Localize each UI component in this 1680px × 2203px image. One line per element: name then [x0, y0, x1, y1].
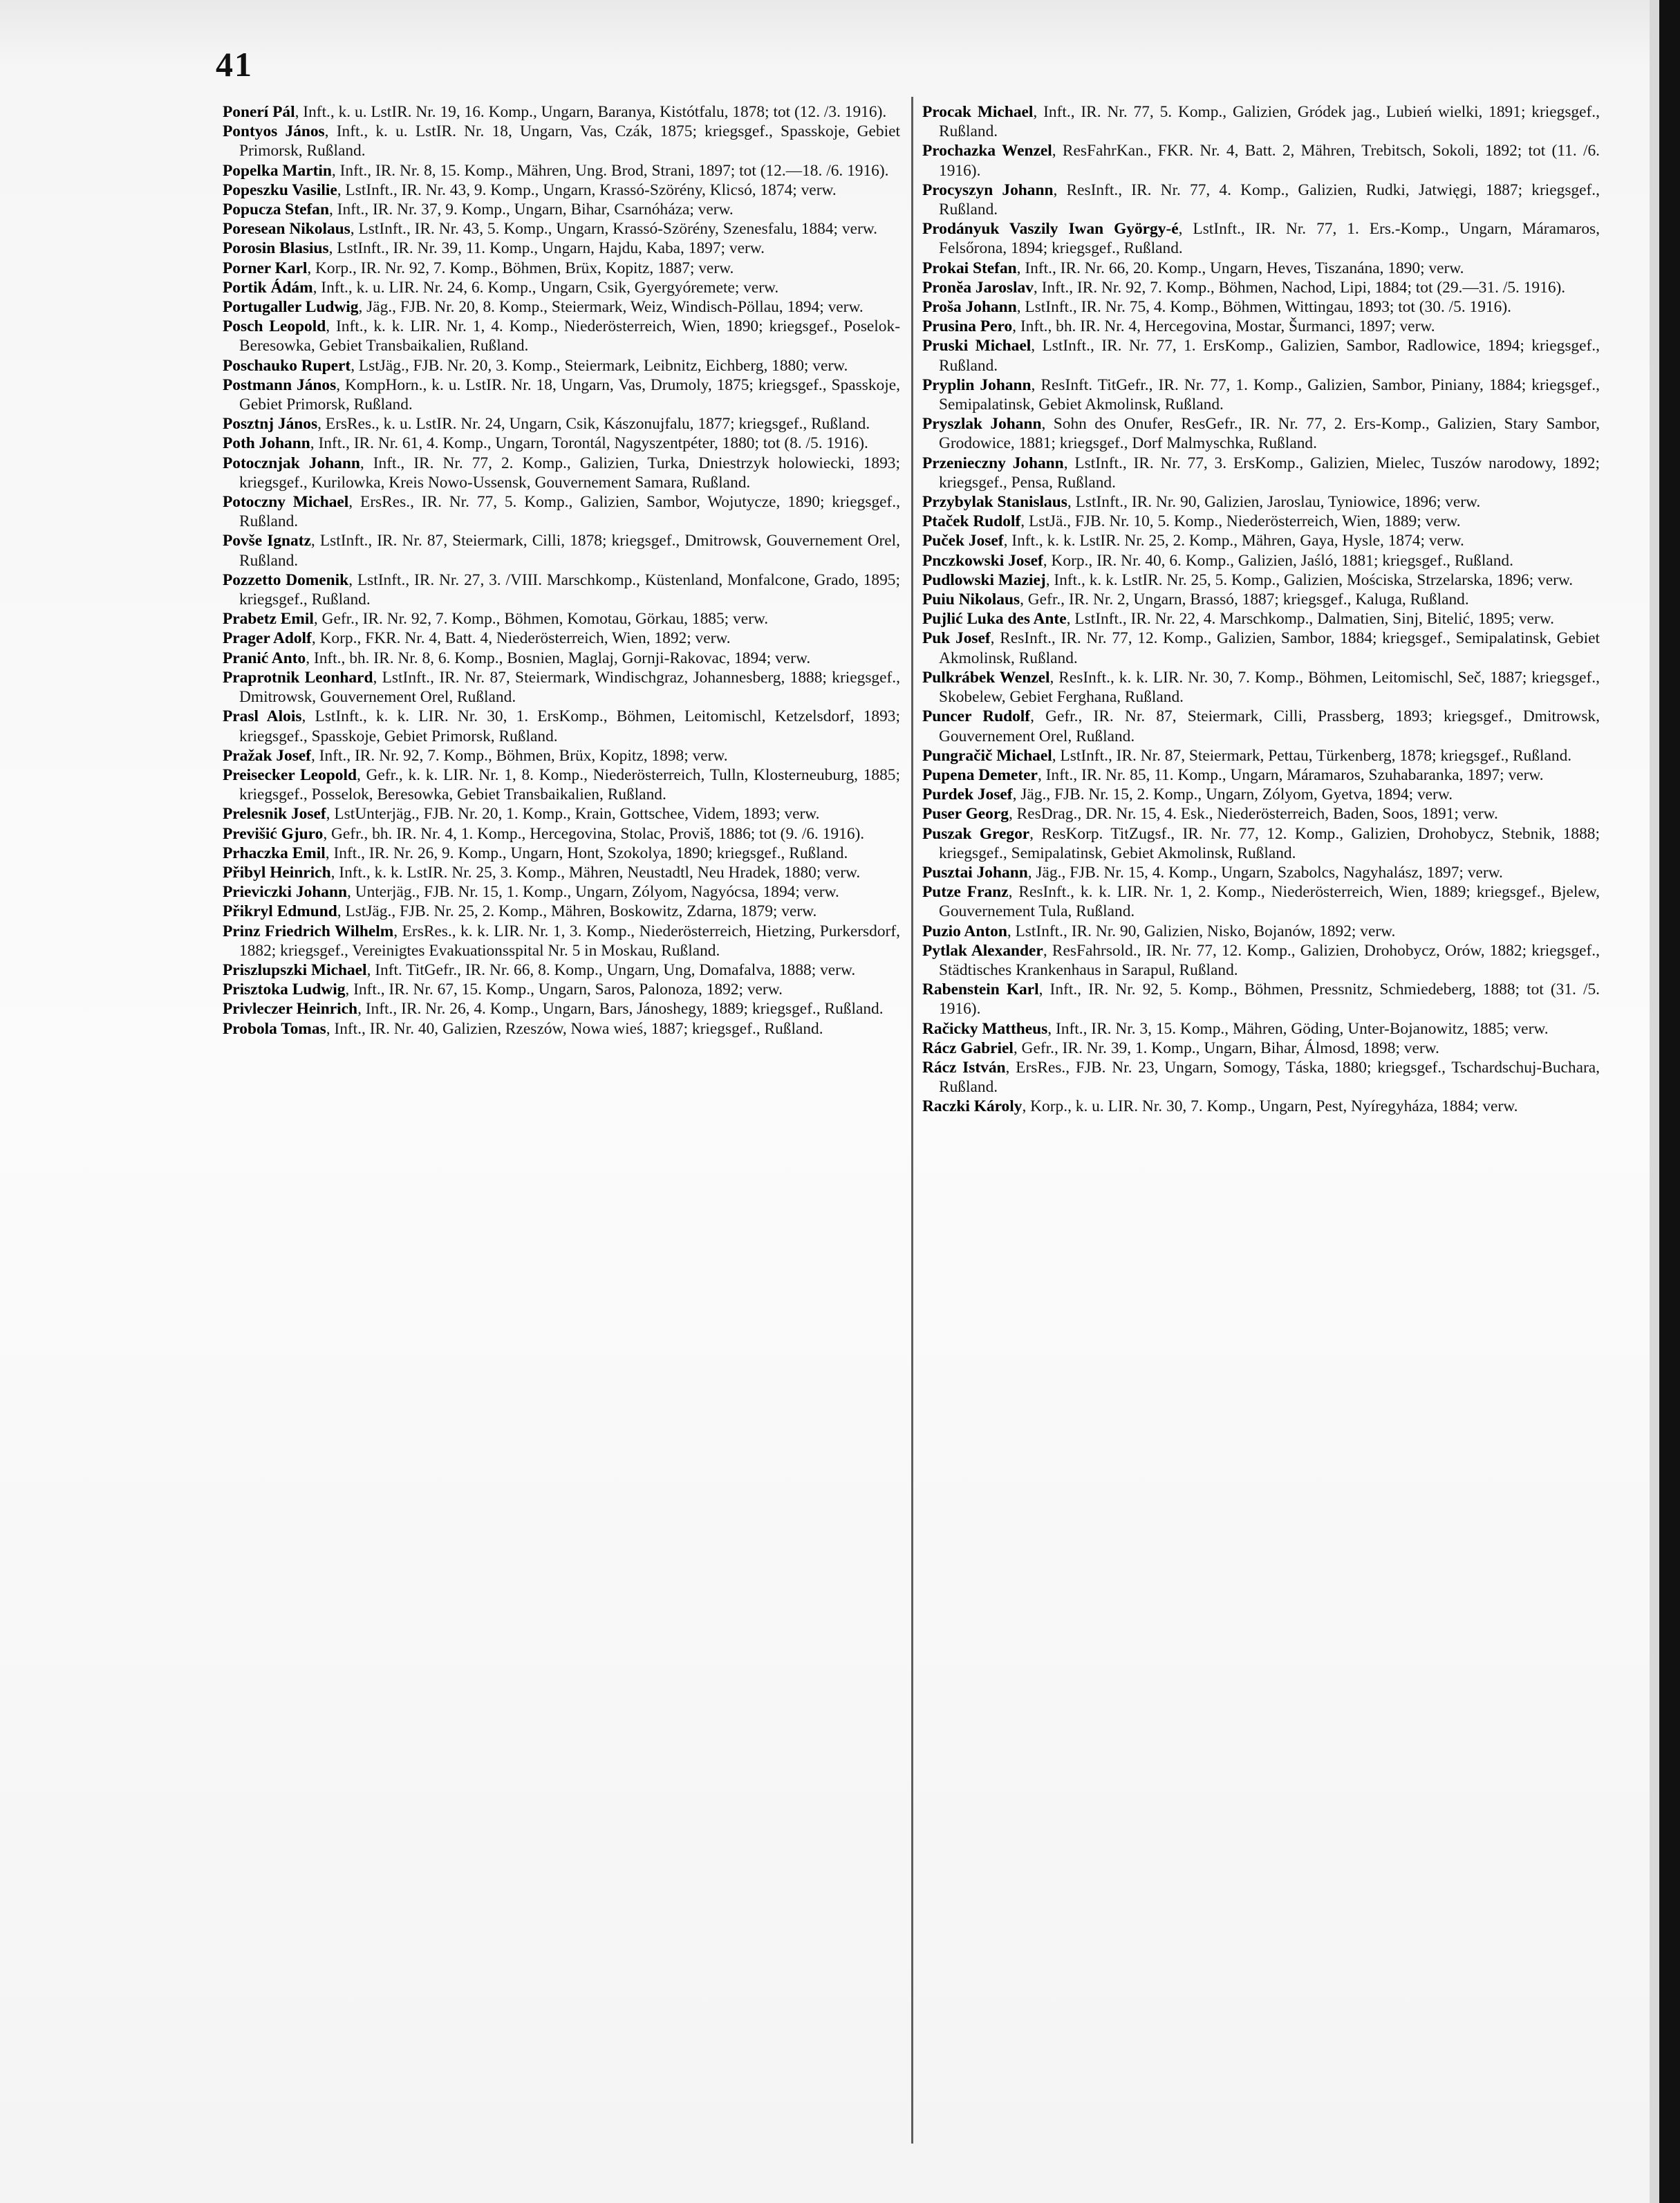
entry-details: , LstInft., IR. Nr. 75, 4. Komp., Böhmen, Wittingau, 1893; tot (30. /5. 1916).	[1016, 298, 1511, 317]
entry-details: , LstInft., IR. Nr. 87, Steiermark, Windischgraz, Johannesberg, 1888; kriegsgef., Dmitrowsk, Gouvernement Orel, Rußland.	[239, 668, 900, 707]
casualty-entry	[223, 102, 900, 122]
casualty-entry	[223, 922, 900, 960]
entry-details: , Gefr., IR. Nr. 87, Steiermark, Cilli, Prassberg, 1893; kriegsgef., Dmitrowsk, Gouvernement Orel, Rußland.	[939, 707, 1600, 745]
entry-details: , Inft., k. u. LstIR. Nr. 18, Ungarn, Vas, Czák, 1875; kriegsgef., Spasskoje, Gebiet Primorsk, Rußland.	[239, 122, 900, 160]
entry-name: Pranić Anto	[223, 649, 306, 667]
casualty-entry	[223, 863, 900, 882]
entry-name: Puncer Rudolf	[922, 707, 1031, 726]
casualty-entry	[922, 746, 1600, 765]
casualty-entry	[223, 824, 900, 844]
casualty-entry	[922, 824, 1600, 863]
entry-details: , LstInft., IR. Nr. 87, Steiermark, Pettau, Türkenberg, 1878; kriegsgef., Rußland.	[1052, 746, 1572, 765]
casualty-entry	[223, 1019, 900, 1039]
entry-details: , ResInft., IR. Nr. 77, 12. Komp., Galizien, Sambor, 1884; kriegsgef., Semipalatinsk, Gebiet Akmolinsk, Rußland.	[939, 629, 1600, 667]
entry-name: Pryplin Johann	[922, 375, 1032, 394]
entry-details: , Inft., IR. Nr. 67, 15. Komp., Ungarn, Saros, Palonoza, 1892; verw.	[345, 980, 783, 999]
entry-details: , ResKorp. TitZugsf., IR. Nr. 77, 12. Komp., Galizien, Drohobycz, Stebnik, 1888; kriegsgef., Semipalatinsk, Gebiet Akmolinsk, Rußland.	[939, 824, 1600, 862]
entry-name: Przybylak Stanislaus	[922, 493, 1067, 512]
casualty-entry	[223, 609, 900, 629]
entry-name: Privleczer Heinrich	[223, 1000, 358, 1019]
entry-name: Puk Josef	[922, 629, 991, 648]
entry-name: Prodányuk Vaszily Iwan György-é	[922, 220, 1179, 239]
left-column	[223, 102, 900, 2149]
casualty-entry	[223, 629, 900, 648]
entry-name: Prelesnik Josef	[223, 805, 326, 824]
entry-details: , Gefr., IR. Nr. 39, 1. Komp., Ungarn, Bihar, Álmosd, 1898; verw.	[1013, 1039, 1439, 1057]
casualty-entry	[922, 707, 1600, 745]
entry-name: Prager Adolf	[223, 629, 312, 648]
entry-details: , KompHorn., k. u. LstIR. Nr. 18, Ungarn, Vas, Drumoly, 1875; kriegsgef., Spasskoje, Gebiet Primorsk, Rußland.	[239, 375, 900, 414]
entry-name: Probola Tomas	[223, 1019, 326, 1038]
entry-details: , LstInft., IR. Nr. 43, 9. Komp., Ungarn, Krassó-Szörény, Klicsó, 1874; verw.	[337, 180, 837, 199]
entry-name: Raczki Károly	[922, 1097, 1023, 1116]
entry-name: Rabenstein Karl	[922, 980, 1039, 999]
entry-details: , LstInft., IR. Nr. 43, 5. Komp., Ungarn, Krassó-Szörény, Szenesfalu, 1884; verw.	[350, 220, 877, 239]
casualty-entry	[922, 668, 1600, 707]
casualty-entry	[922, 1039, 1600, 1058]
entry-name: Prochazka Wenzel	[922, 142, 1052, 160]
entry-name: Prinz Friedrich Wilhelm	[223, 922, 394, 940]
entry-details: , Inft., IR. Nr. 26, 9. Komp., Ungarn, Hont, Szokolya, 1890; kriegsgef., Rußland.	[325, 844, 848, 862]
casualty-entry	[922, 590, 1600, 609]
entry-details: , ResFahrKan., FKR. Nr. 4, Batt. 2, Mähren, Trebitsch, Sokoli, 1892; tot (11. /6. 1916).	[939, 142, 1600, 180]
entry-details: , ErsRes., k. k. LIR. Nr. 1, 3. Komp., Niederösterreich, Hietzing, Purkersdorf, 1882; kriegsgef., Vereinigtes Evakuationsspital Nr. 5 in Moskau, Rußland.	[239, 922, 900, 960]
casualty-entry	[223, 317, 900, 355]
casualty-entry	[922, 882, 1600, 921]
casualty-entry	[223, 668, 900, 707]
casualty-entry	[223, 570, 900, 609]
casualty-entry	[922, 980, 1600, 1019]
entry-name: Pusztai Johann	[922, 863, 1028, 882]
entry-details: , ResInft., k. k. LIR. Nr. 1, 2. Komp., Niederösterreich, Wien, 1889; kriegsgef., Bjelew, Gouvernement Tula, Rußland.	[939, 883, 1600, 921]
entry-name: Pražak Josef	[223, 746, 311, 765]
entry-name: Prieviczki Johann	[223, 883, 347, 902]
casualty-entry	[223, 960, 900, 980]
casualty-entry	[223, 492, 900, 531]
casualty-entry	[922, 336, 1600, 375]
casualty-entry	[922, 102, 1600, 141]
entry-details: , Inft., IR. Nr. 92, 7. Komp., Böhmen, Nachod, Lipi, 1884; tot (29.—31. /5. 1916).	[1033, 278, 1566, 297]
entry-details: , Inft., k. u. LIR. Nr. 24, 6. Komp., Ungarn, Csik, Gyergyóremete; verw.	[312, 278, 779, 297]
entry-name: Prisztoka Ludwig	[223, 980, 346, 999]
entry-name: Portik Ádám	[223, 278, 313, 297]
entry-name: Pudlowski Maziej	[922, 570, 1046, 589]
entry-name: Postmann János	[223, 375, 337, 394]
casualty-entry	[922, 317, 1600, 336]
casualty-entry	[223, 434, 900, 453]
entry-name: Ponerí Pál	[223, 103, 295, 121]
casualty-entry	[922, 512, 1600, 531]
entry-details: , Inft., k. k. LstIR. Nr. 25, 3. Komp., Mähren, Neustadtl, Neu Hradek, 1880; verw.	[330, 863, 861, 882]
binding-shadow	[1650, 0, 1659, 2203]
entry-name: Proša Johann	[922, 298, 1017, 317]
entry-name: Praprotnik Leonhard	[223, 668, 373, 687]
entry-details: , LstInft., IR. Nr. 77, 1. Ers.-Komp., Ungarn, Máramaros, Felsőrona, 1894; kriegsgef., Rußland.	[939, 220, 1600, 258]
entry-details: , Inft., bh. IR. Nr. 4, Hercegovina, Mostar, Šurmanci, 1897; verw.	[1012, 317, 1435, 336]
entry-details: , LstInft., IR. Nr. 90, Galizien, Nisko, Bojanów, 1892; verw.	[1007, 922, 1396, 940]
casualty-entry	[922, 863, 1600, 882]
entry-details: , LstInft., IR. Nr. 22, 4. Marschkomp., Dalmatien, Sinj, Bitelić, 1895; verw.	[1066, 610, 1554, 629]
entry-name: Procyszyn Johann	[922, 180, 1054, 199]
entry-details: , LstInft., k. k. LIR. Nr. 30, 1. ErsKomp., Böhmen, Leitomischl, Ketzelsdorf, 1893; kriegsgef., Spasskoje, Gebiet Primorsk, Rußland.	[239, 707, 900, 745]
casualty-entry	[922, 454, 1600, 492]
casualty-entry	[223, 454, 900, 492]
casualty-entry	[223, 707, 900, 745]
right-column	[922, 102, 1600, 2149]
casualty-entry	[223, 200, 900, 219]
entry-name: Rácz István	[922, 1058, 1006, 1077]
casualty-entry	[922, 180, 1600, 219]
entry-name: Pruski Michael	[922, 337, 1032, 355]
entry-name: Prokai Stefan	[922, 259, 1017, 277]
entry-name: Přibyl Heinrich	[223, 863, 331, 882]
entry-name: Pupena Demeter	[922, 765, 1038, 784]
casualty-entry	[922, 941, 1600, 980]
entry-details: , Inft., IR. Nr. 92, 5. Komp., Böhmen, Pressnitz, Schmiedeberg, 1888; tot (31. /5. 1916).	[939, 980, 1600, 1019]
entry-details: , Inft., bh. IR. Nr. 8, 6. Komp., Bosnien, Maglaj, Gornji-Rakovac, 1894; verw.	[306, 649, 811, 667]
entry-name: Purdek Josef	[922, 786, 1013, 804]
entry-name: Popelka Martin	[223, 161, 332, 180]
entry-name: Putze Franz	[922, 883, 1009, 902]
casualty-entry	[223, 180, 900, 200]
casualty-entry	[922, 1058, 1600, 1097]
entry-details: , ResInft., IR. Nr. 77, 4. Komp., Galizien, Rudki, Jatwięgi, 1887; kriegsgef., Rußland.	[939, 180, 1600, 219]
entry-name: Pytlak Alexander	[922, 941, 1043, 960]
entry-name: Portugaller Ludwig	[223, 298, 359, 317]
entry-details: , Inft., k. u. LstIR. Nr. 19, 16. Komp., Ungarn, Baranya, Kistótfalu, 1878; tot (12. /3. 1916).	[295, 103, 887, 121]
entry-details: , ResInft., k. k. LIR. Nr. 30, 7. Komp., Böhmen, Leitomischl, Seč, 1887; kriegsgef., Skobelew, Gebiet Ferghana, Rußland.	[939, 668, 1600, 707]
casualty-entry	[922, 1097, 1600, 1116]
entry-details: , ErsRes., k. u. LstIR. Nr. 24, Ungarn, Csik, Kászonujfalu, 1877; kriegsgef., Rußland.	[317, 415, 870, 434]
entry-details: , LstInft., IR. Nr. 39, 11. Komp., Ungarn, Hajdu, Kaba, 1897; verw.	[328, 239, 765, 258]
casualty-entry	[223, 902, 900, 921]
casualty-entry	[223, 239, 900, 258]
entry-name: Račicky Mattheus	[922, 1019, 1048, 1038]
entry-name: Przenieczny Johann	[922, 454, 1064, 472]
entry-details: , Inft., IR. Nr. 77, 2. Komp., Galizien, Turka, Dniestrzyk holowiecki, 1893; kriegsgef., Kurilowka, Kreis Nowo-Ussensk, Gouvernement Samara, Rußland.	[239, 454, 900, 492]
entry-name: Puzio Anton	[922, 922, 1007, 940]
entry-name: Posch Leopold	[223, 317, 326, 336]
entry-name: Pungračič Michael	[922, 746, 1052, 765]
entry-details: , Inft., k. k. LstIR. Nr. 25, 5. Komp., Galizien, Mościska, Strzelarska, 1896; verw.	[1045, 570, 1574, 589]
casualty-entry	[922, 765, 1600, 785]
entry-name: Pontyos János	[223, 122, 325, 141]
casualty-entry	[922, 922, 1600, 941]
casualty-entry	[223, 531, 900, 570]
casualty-entry	[922, 609, 1600, 629]
casualty-entry	[922, 375, 1600, 414]
entry-name: Poth Johann	[223, 434, 310, 453]
entry-name: Porner Karl	[223, 259, 308, 277]
casualty-entry	[922, 219, 1600, 258]
entry-details: , Inft., IR. Nr. 85, 11. Komp., Ungarn, Máramaros, Szuhabaranka, 1897; verw.	[1037, 765, 1544, 784]
entry-details: , Inft., IR. Nr. 92, 7. Komp., Böhmen, Brüx, Kopitz, 1898; verw.	[310, 746, 728, 765]
entry-name: Přikryl Edmund	[223, 902, 337, 921]
entry-details: , ResInft. TitGefr., IR. Nr. 77, 1. Komp., Galizien, Sambor, Piniany, 1884; kriegsgef., Semipalatinsk, Gebiet Akmolinsk, Rußland.	[939, 375, 1600, 414]
entry-details: , ResFahrsold., IR. Nr. 77, 12. Komp., Galizien, Drohobycz, Orów, 1882; kriegsgef., Städtisches Krankenhaus in Sarapul, Rußland.	[939, 941, 1600, 979]
entry-details: , Gefr., IR. Nr. 2, Ungarn, Brassó, 1887; kriegsgef., Kaluga, Rußland.	[1020, 591, 1469, 609]
entry-details: , Korp., IR. Nr. 40, 6. Komp., Galizien, Jaśló, 1881; kriegsgef., Rußland.	[1043, 551, 1513, 570]
casualty-entry	[223, 649, 900, 668]
entry-details: , Korp., k. u. LIR. Nr. 30, 7. Komp., Ungarn, Pest, Nyíregyháza, 1884; verw.	[1022, 1097, 1518, 1116]
entry-name: Prabetz Emil	[223, 610, 314, 629]
entry-details: , Gefr., IR. Nr. 92, 7. Komp., Böhmen, Komotau, Görkau, 1885; verw.	[313, 610, 769, 629]
page-number: 41	[216, 45, 253, 84]
entry-details: , LstInft., IR. Nr. 27, 3. /VIII. Marschkomp., Küstenland, Monfalcone, Grado, 1895; kriegsgef., Rußland.	[239, 570, 900, 609]
entry-name: Popeszku Vasilie	[223, 180, 337, 199]
entry-name: Pujlić Luka des Ante	[922, 610, 1067, 629]
entry-details: , Inft., IR. Nr. 3, 15. Komp., Mähren, Göding, Unter-Bojanowitz, 1885; verw.	[1047, 1019, 1549, 1038]
entry-name: Povše Ignatz	[223, 532, 311, 550]
entry-name: Ptaček Rudolf	[922, 512, 1021, 531]
entry-details: , LstJäg., FJB. Nr. 25, 2. Komp., Mähren, Boskowitz, Zdarna, 1879; verw.	[337, 902, 817, 921]
entry-details: , Korp., IR. Nr. 92, 7. Komp., Böhmen, Brüx, Kopitz, 1887; verw.	[307, 259, 734, 277]
entry-details: , Gefr., k. k. LIR. Nr. 1, 8. Komp., Niederösterreich, Tulln, Klosterneuburg, 1885; kriegsgef., Posselok, Beresowka, Gebiet Transbaikalien, Rußland.	[239, 765, 900, 804]
casualty-entry	[223, 259, 900, 278]
casualty-entry	[922, 785, 1600, 804]
entry-name: Potocznjak Johann	[223, 454, 360, 472]
entry-details: , Jäg., FJB. Nr. 15, 2. Komp., Ungarn, Zólyom, Gyetva, 1894; verw.	[1012, 786, 1453, 804]
entry-details: , Inft., k. k. LstIR. Nr. 25, 2. Komp., Mähren, Gaya, Hysle, 1874; verw.	[1003, 532, 1464, 550]
casualty-entry	[223, 882, 900, 902]
entry-name: Pozzetto Domenik	[223, 570, 349, 589]
entry-details: , LstJäg., FJB. Nr. 20, 3. Komp., Steiermark, Leibnitz, Eichberg, 1880; verw.	[351, 356, 848, 375]
casualty-entry	[223, 765, 900, 804]
casualty-entry	[922, 629, 1600, 667]
entry-details: , Inft., IR. Nr. 8, 15. Komp., Mähren, Ung. Brod, Strani, 1897; tot (12.—18. /6. 1916).	[331, 161, 889, 180]
entry-name: Poschauko Rupert	[223, 356, 351, 375]
casualty-entry	[922, 414, 1600, 453]
entry-name: Poresean Nikolaus	[223, 220, 351, 239]
entry-details: , ErsRes., FJB. Nr. 23, Ungarn, Somogy, Táska, 1880; kriegsgef., Tschardschuj-Buchara, Rußland.	[939, 1058, 1600, 1097]
casualty-entry	[223, 219, 900, 239]
column-divider	[911, 97, 913, 2144]
entry-name: Posztnj János	[223, 415, 318, 434]
entry-details: , LstUnterjäg., FJB. Nr. 20, 1. Komp., Krain, Gottschee, Videm, 1893; verw.	[326, 805, 820, 824]
entry-details: , LstInft., IR. Nr. 77, 3. ErsKomp., Galizien, Mielec, Tuszów narodowy, 1892; kriegsgef., Pensa, Rußland.	[939, 454, 1600, 492]
entry-details: , Inft. TitGefr., IR. Nr. 66, 8. Komp., Ungarn, Ung, Domafalva, 1888; verw.	[366, 960, 856, 979]
casualty-entry	[223, 999, 900, 1019]
casualty-entry	[922, 1019, 1600, 1039]
entry-name: Potoczny Michael	[223, 493, 349, 512]
entry-name: Rácz Gabriel	[922, 1039, 1014, 1057]
entry-details: , Sohn des Onufer, ResGefr., IR. Nr. 77, 2. Ers-Komp., Galizien, Stary Sambor, Grodowice, 1881; kriegsgef., Dorf Malmyschka, Rußland.	[939, 415, 1600, 453]
entry-details: , Gefr., bh. IR. Nr. 4, 1. Komp., Hercegovina, Stolac, Proviš, 1886; tot (9. /6. 1916).	[323, 824, 865, 843]
entry-details: , Jäg., FJB. Nr. 20, 8. Komp., Steiermark, Weiz, Windisch-Pöllau, 1894; verw.	[358, 298, 864, 317]
entry-name: Puiu Nikolaus	[922, 591, 1020, 609]
casualty-entry	[922, 278, 1600, 297]
entry-details: , Inft., k. k. LIR. Nr. 1, 4. Komp., Niederösterreich, Wien, 1890; kriegsgef., Poselok-Beresowka, Gebiet Transbaikalien, Rußland.	[239, 317, 900, 355]
casualty-entry	[922, 551, 1600, 570]
casualty-entry	[223, 375, 900, 414]
casualty-entry	[223, 161, 900, 180]
entry-name: Porosin Blasius	[223, 239, 329, 258]
entry-details: , LstInft., IR. Nr. 90, Galizien, Jaroslau, Tyniowice, 1896; verw.	[1067, 493, 1481, 512]
casualty-entry	[922, 570, 1600, 590]
entry-name: Prasl Alois	[223, 707, 302, 726]
casualty-entry	[922, 259, 1600, 278]
entry-details: , Jäg., FJB. Nr. 15, 4. Komp., Ungarn, Szabolcs, Nagyhalász, 1897; verw.	[1027, 863, 1503, 882]
entry-details: , Inft., IR. Nr. 40, Galizien, Rzeszów, Nowa wieś, 1887; kriegsgef., Rußland.	[326, 1019, 823, 1038]
casualty-entry	[223, 356, 900, 375]
entry-name: Pulkrábek Wenzel	[922, 668, 1050, 687]
entry-name: Prhaczka Emil	[223, 844, 326, 862]
casualty-entry	[922, 531, 1600, 550]
entry-details: , LstJä., FJB. Nr. 10, 5. Komp., Niederösterreich, Wien, 1889; verw.	[1020, 512, 1461, 531]
casualty-entry	[922, 141, 1600, 180]
entry-name: Previšić Gjuro	[223, 824, 324, 843]
entry-name: Pryszlak Johann	[922, 415, 1042, 434]
entry-name: Prusina Pero	[922, 317, 1013, 336]
casualty-entry	[223, 746, 900, 765]
casualty-entry	[922, 492, 1600, 512]
scan-edge-band	[1659, 0, 1680, 2203]
entry-name: Pnczkowski Josef	[922, 551, 1043, 570]
entry-details: , Inft., IR. Nr. 61, 4. Komp., Ungarn, Torontál, Nagyszentpéter, 1880; tot (8. /5. 1916).	[310, 434, 868, 453]
entry-name: Preisecker Leopold	[223, 765, 357, 784]
casualty-entry	[922, 297, 1600, 317]
entry-details: , LstInft., IR. Nr. 77, 1. ErsKomp., Galizien, Sambor, Radlowice, 1894; kriegsgef., Rußland.	[939, 337, 1600, 375]
entry-details: , Inft., IR. Nr. 26, 4. Komp., Ungarn, Bars, Jánoshegy, 1889; kriegsgef., Rußland.	[357, 1000, 884, 1019]
casualty-entry	[223, 414, 900, 434]
casualty-entry	[223, 980, 900, 999]
entry-name: Puser Georg	[922, 805, 1009, 824]
casualty-entry	[223, 804, 900, 824]
entry-name: Pronĕa Jaroslav	[922, 278, 1034, 297]
casualty-entry	[223, 297, 900, 317]
entry-name: Puszak Gregor	[922, 824, 1030, 843]
entry-details: , Korp., FKR. Nr. 4, Batt. 4, Niederösterreich, Wien, 1892; verw.	[311, 629, 731, 648]
entry-details: , Inft., IR. Nr. 66, 20. Komp., Ungarn, Heves, Tiszanána, 1890; verw.	[1016, 259, 1464, 277]
entry-details: , Inft., IR. Nr. 77, 5. Komp., Galizien, Gródek jag., Lubień wielki, 1891; kriegsgef., Rußland.	[939, 103, 1600, 141]
entry-name: Procak Michael	[922, 103, 1034, 121]
casualty-entry	[922, 804, 1600, 824]
entry-details: , ErsRes., IR. Nr. 77, 5. Komp., Galizien, Sambor, Wojutycze, 1890; kriegsgef., Rußland.	[239, 493, 900, 531]
entry-details: , Unterjäg., FJB. Nr. 15, 1. Komp., Ungarn, Zólyom, Nagyócsa, 1894; verw.	[346, 883, 839, 902]
entry-name: Popucza Stefan	[223, 201, 329, 219]
entry-details: , ResDrag., DR. Nr. 15, 4. Esk., Niederösterreich, Baden, Soos, 1891; verw.	[1008, 805, 1498, 824]
casualty-entry	[223, 844, 900, 863]
entry-details: , LstInft., IR. Nr. 87, Steiermark, Cilli, 1878; kriegsgef., Dmitrowsk, Gouvernement Orel, Rußland.	[239, 532, 900, 570]
entry-details: , Inft., IR. Nr. 37, 9. Komp., Ungarn, Bihar, Csarnóháza; verw.	[328, 201, 734, 219]
entry-name: Puček Josef	[922, 532, 1004, 550]
casualty-entry	[223, 122, 900, 160]
casualty-entry	[223, 278, 900, 297]
entry-name: Priszlupszki Michael	[223, 960, 367, 979]
